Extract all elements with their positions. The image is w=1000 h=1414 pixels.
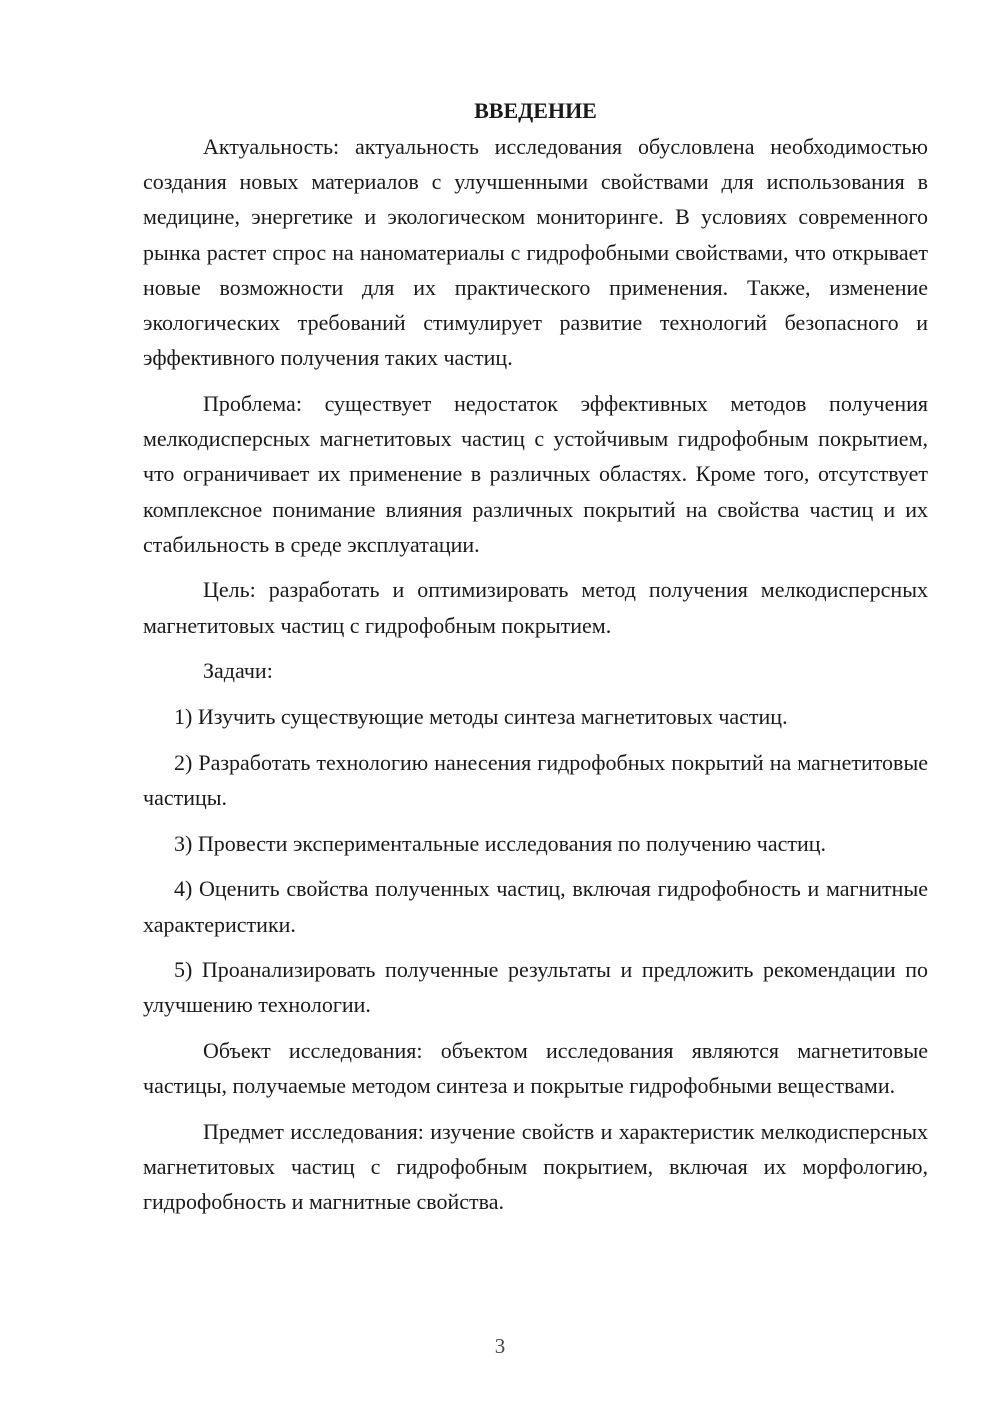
tasks-heading: Задачи: <box>203 658 273 684</box>
paragraph-subject: Предмет исследования: изучение свойств и характеристик мелкодисперсных магнетитовых частиц с гидрофобным покрытием, включая их морфологию, гидрофобность и магнитные свойства. <box>143 1119 928 1215</box>
task-item-1: 1) Изучить существующие методы синтеза магнетитовых частиц. <box>174 704 788 730</box>
task-item-3: 3) Провести экспериментальные исследования по получению частиц. <box>174 830 827 856</box>
task-item-5: 5) Проанализировать полученные результаты и предложить рекомендации по улучшению технологии. <box>143 957 928 1018</box>
task-item-4: 4) Оценить свойства полученных частиц, включая гидрофобность и магнитные характеристики. <box>143 876 928 937</box>
section-title: ВВЕДЕНИЕ <box>474 98 597 123</box>
paragraph-problem: Проблема: существует недостаток эффективных методов получения мелкодисперсных магнетитовых частиц с устойчивым гидрофобным покрытием, что ограничивает их применение в различных областях. Кроме того, отсутствует комплексное понимание влияния различных покрытий на свойства частиц и их стабильность в среде эксплуатации. <box>143 390 928 557</box>
paragraph-relevance: Актуальность: актуальность исследования обусловлена необходимостью создания новых материалов с улучшенными свойствами для использования в медицине, энергетике и экологическом мониторинге. В условиях современного рынка растет спрос на наноматериалы с гидрофобными свойствами, что открывает новые возможности для их практического применения. Также, изменение экологических требований стимулирует развитие технологий безопасного и эффективного получения таких частиц. <box>143 134 928 371</box>
paragraph-object: Объект исследования: объектом исследования являются магнетитовые частицы, получаемые методом синтеза и покрытые гидрофобными веществами. <box>143 1038 928 1099</box>
page-number: 3 <box>494 1334 506 1358</box>
paragraph-goal: Цель: разработать и оптимизировать метод получения мелкодисперсных магнетитовых частиц с гидрофобным покрытием. <box>143 577 928 638</box>
document-page <box>143 93 928 1220</box>
task-item-2: 2) Разработать технологию нанесения гидрофобных покрытий на магнетитовые частицы. <box>143 749 928 810</box>
